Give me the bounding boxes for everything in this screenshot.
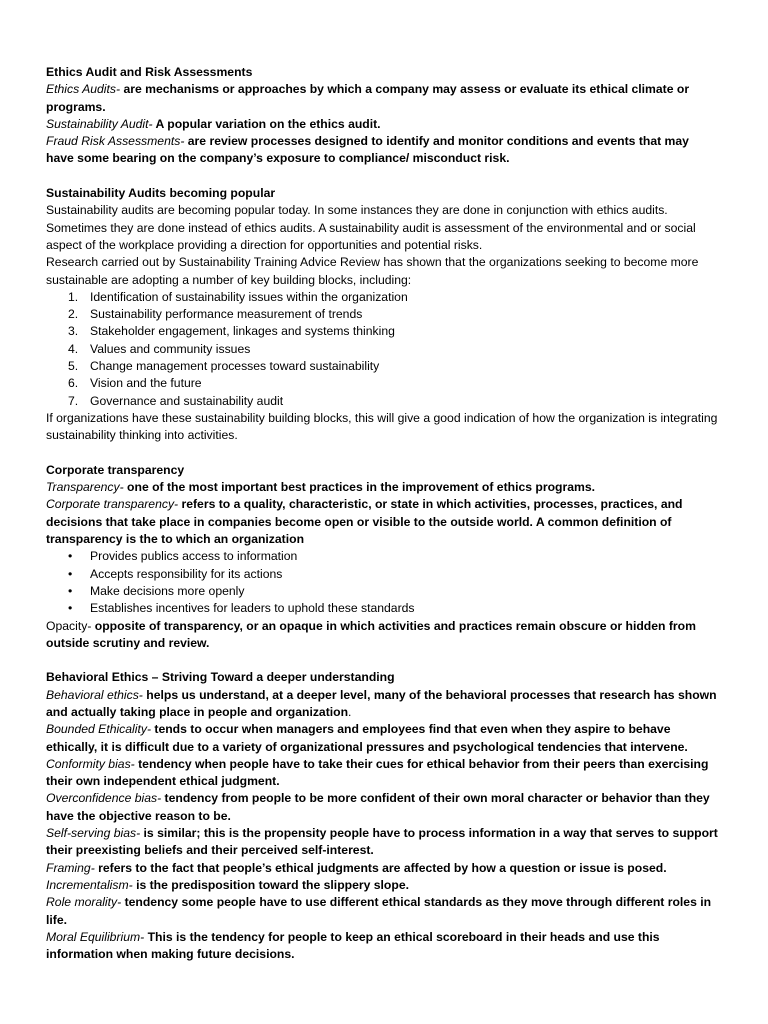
- definition-text: one of the most important best practices in the improvement of ethics programs.: [123, 480, 596, 495]
- definition-text: tendency from people to be more confident of their own moral character or behavior than they have the objective reason to be.: [46, 791, 710, 823]
- list-item-text: Make decisions more openly: [90, 583, 245, 598]
- bullet-icon: •: [68, 583, 73, 598]
- bullet-icon: •: [68, 566, 73, 581]
- definition-text: This is the tendency for people to keep an ethical scoreboard in their heads and use this information when making future decisions.: [46, 929, 660, 962]
- section-heading-behavioral-ethics: Behavioral Ethics – Striving Toward a deeper understanding: [46, 670, 395, 685]
- list-item-text: Governance and sustainability audit: [90, 393, 284, 408]
- list-item: [46, 306, 718, 323]
- definition-term: Role morality-: [46, 895, 122, 910]
- definition-self-serving-bias: [46, 825, 718, 860]
- definition-text: helps us understand, at a deeper level, many of the behavioral processes that research has shown and actually taking place in people and organization: [46, 687, 717, 719]
- definition-incrementalism: [46, 877, 718, 894]
- definition-text: are mechanisms or approaches by which a company may assess or evaluate its ethical climate or programs.: [46, 82, 690, 114]
- definition-conformity-bias: [46, 756, 718, 791]
- building-blocks-list: [46, 289, 718, 410]
- definition-ethics-audits: [46, 81, 718, 116]
- definition-fraud-risk: [46, 133, 718, 168]
- list-item-text: Establishes incentives for leaders to uphold these standards: [90, 601, 415, 616]
- definition-text: opposite of transparency, or an opaque in which activities and practices remain obscure or hidden from outside scrutiny and review.: [46, 618, 696, 650]
- definition-role-morality: [46, 894, 718, 929]
- definition-term: Conformity bias-: [46, 756, 135, 771]
- definition-term: Ethics Audits-: [46, 82, 121, 97]
- list-item: [46, 289, 718, 306]
- definition-term: Corporate transparency-: [46, 497, 179, 512]
- definition-sustainability-audit: [46, 116, 718, 133]
- definition-term: Fraud Risk Assessments-: [46, 134, 185, 149]
- definition-text: are review processes designed to identify and monitor conditions and events that may have some bearing on the company’s exposure to compliance/ misconduct risk.: [46, 134, 689, 166]
- paragraph: Research carried out by Sustainability Training Advice Review has shown that the organizations seeking to become more sustainable are adopting a number of key building blocks, including:: [46, 255, 699, 287]
- definition-text: A popular variation on the ethics audit.: [152, 116, 381, 131]
- list-item-text: Sustainability performance measurement of trends: [90, 307, 363, 322]
- definition-term: Self-serving bias-: [46, 826, 141, 841]
- list-item-text: Vision and the future: [90, 376, 202, 391]
- list-item-text: Accepts responsibility for its actions: [90, 566, 283, 581]
- paragraph: Sustainability audits are becoming popular today. In some instances they are done in conjunction with ethics audits. Sometimes they are done instead of ethics audits. A sustainability audit is assessment of the environmental and or social aspect of the workplace providing a direction for opportunities and potential risks.: [46, 203, 696, 252]
- definition-text: tendency some people have to use different ethical standards as they move through different roles in life.: [46, 895, 712, 927]
- definition-term: Framing-: [46, 860, 95, 875]
- list-item: [46, 375, 718, 392]
- definition-opacity: [46, 618, 718, 653]
- definition-overconfidence-bias: [46, 790, 718, 825]
- list-item-text: Change management processes toward sustainability: [90, 359, 380, 374]
- list-item-text: Identification of sustainability issues within the organization: [90, 289, 408, 304]
- list-number: 7.: [68, 393, 79, 408]
- spacer: [46, 168, 718, 185]
- definition-framing: [46, 860, 718, 877]
- list-item: [46, 600, 718, 617]
- definition-term: Moral Equilibrium-: [46, 929, 145, 944]
- paragraph: If organizations have these sustainability building blocks, this will give a good indication of how the organization is integrating sustainability thinking into activities.: [46, 410, 718, 443]
- list-number: 2.: [68, 307, 79, 322]
- list-number: 6.: [68, 376, 79, 391]
- definition-term: Bounded Ethicality-: [46, 722, 152, 737]
- definition-tail: .: [348, 704, 352, 719]
- section-heading-sustainability-audits: Sustainability Audits becoming popular: [46, 186, 276, 201]
- list-number: 5.: [68, 359, 79, 374]
- definition-bounded-ethicality: [46, 721, 718, 756]
- list-number: 4.: [68, 341, 79, 356]
- definition-behavioral-ethics: [46, 687, 718, 722]
- definition-corporate-transparency: [46, 496, 718, 548]
- spacer: [46, 445, 718, 462]
- list-item: [46, 566, 718, 583]
- definition-term: Incrementalism-: [46, 877, 133, 892]
- list-item: [46, 341, 718, 358]
- section-heading-corporate-transparency: Corporate transparency: [46, 462, 185, 477]
- definition-term: Opacity-: [46, 618, 92, 633]
- definition-text: tends to occur when managers and employees find that even when they aspire to behave ethically, it is difficult due to a variety of organizational pressures and psychological tendencies that intervene.: [46, 722, 688, 754]
- definition-transparency: [46, 479, 718, 496]
- list-item-text: Values and community issues: [90, 341, 251, 356]
- list-item-text: Stakeholder engagement, linkages and systems thinking: [90, 324, 395, 339]
- spacer: [46, 652, 718, 669]
- bullet-icon: •: [68, 601, 73, 616]
- definition-text: refers to a quality, characteristic, or state in which activities, processes, practices, and decisions that take place in companies become open or visible to the outside world. A common definition of transparency is the to which an organization: [46, 497, 683, 547]
- definition-text: is similar; this is the propensity people have to process information in a way that serves to support their preexisting beliefs and their perceived self-interest.: [46, 826, 718, 858]
- bullet-icon: •: [68, 549, 73, 564]
- list-number: 3.: [68, 324, 79, 339]
- list-item: [46, 393, 718, 410]
- section-heading-ethics-audit: Ethics Audit and Risk Assessments: [46, 65, 253, 79]
- list-item: [46, 323, 718, 340]
- definition-term: Overconfidence bias-: [46, 791, 162, 806]
- definition-text: tendency when people have to take their cues for ethical behavior from their peers than exercising their own independent ethical judgment.: [46, 756, 709, 789]
- definition-term: Transparency-: [46, 480, 124, 495]
- list-number: 1.: [68, 289, 79, 304]
- definition-text: is the predisposition toward the slippery slope.: [132, 877, 409, 892]
- transparency-bullet-list: [46, 548, 718, 617]
- list-item: [46, 548, 718, 565]
- definition-moral-equilibrium: [46, 929, 718, 964]
- definition-text: refers to the fact that people’s ethical judgments are affected by how a question or issue is posed.: [94, 860, 667, 875]
- list-item: [46, 583, 718, 600]
- list-item-text: Provides publics access to information: [90, 549, 298, 564]
- definition-term: Sustainability Audit-: [46, 116, 153, 131]
- definition-term: Behavioral ethics-: [46, 687, 143, 702]
- list-item: [46, 358, 718, 375]
